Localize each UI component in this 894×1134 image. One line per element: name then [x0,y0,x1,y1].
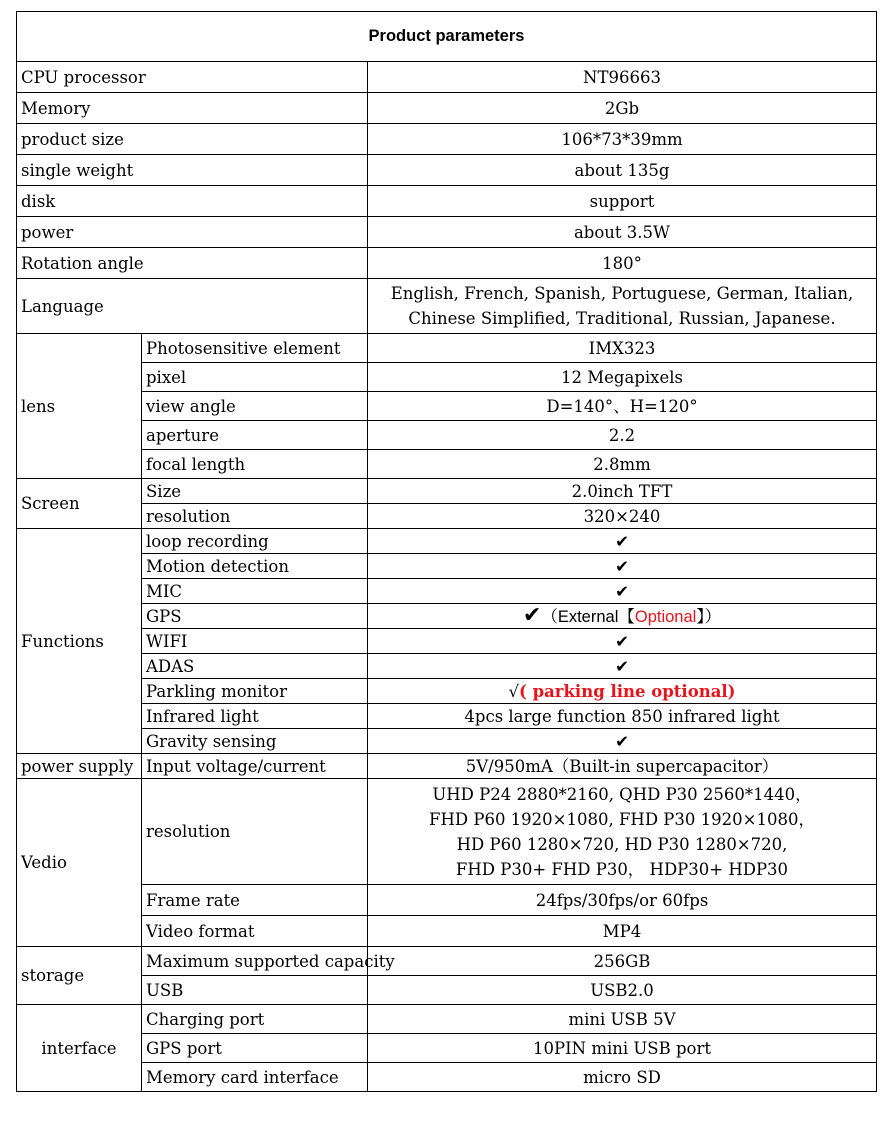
storage-label: storage [17,947,142,1005]
memory-label: Memory [17,93,368,124]
lens-item-value: 2.8mm [368,450,877,479]
lens-item-label: aperture [142,421,368,450]
lens-item-label: Photosensitive element [142,334,368,363]
function-mic-label: MIC [142,579,368,604]
lens-item-value: D=140°、H=120° [368,392,877,421]
power-value: about 3.5W [368,217,877,248]
screen-item-label: resolution [142,504,368,529]
power-label: power [17,217,368,248]
power-supply-sub: Input voltage/current [142,754,368,779]
memory-value: 2Gb [368,93,877,124]
storage-max-value: 256GB [368,947,877,976]
gps-note-close: 】） [696,607,722,626]
storage-max-label: Maximum supported capacity [142,947,368,976]
parking-note: ( parking line optional) [519,681,736,701]
resolution-line: FHD P30+ FHD P30， HDP30+ HDP30 [455,859,789,879]
power-supply-label: power supply [17,754,142,779]
screen-item-value: 2.0inch TFT [368,479,877,504]
video-resolution-label: resolution [142,779,368,885]
gps-note-open: （External【 [541,607,635,626]
storage-usb-value: USB2.0 [368,976,877,1005]
function-loop-label: loop recording [142,529,368,554]
video-format-label: Video format [142,916,368,947]
video-format-value: MP4 [368,916,877,947]
frame-rate-label: Frame rate [142,885,368,916]
check-icon: ✔ [368,729,877,754]
rotation-label: Rotation angle [17,248,368,279]
function-motion-label: Motion detection [142,554,368,579]
lens-item-value: 12 Megapixels [368,363,877,392]
functions-label: Functions [17,529,142,754]
disk-label: disk [17,186,368,217]
function-infrared-label: Infrared light [142,704,368,729]
interface-item-label: Charging port [142,1005,368,1034]
resolution-line: UHD P24 2880*2160, QHD P30 2560*1440， [432,784,812,804]
language-value: English, French, Spanish, Portuguese, German, Italian, Chinese Simplified, Traditional, Russian, Japanese. [368,279,877,334]
weight-value: about 135g [368,155,877,186]
spec-table [16,11,877,1092]
lens-label: lens [17,334,142,479]
check-icon: ✔ [368,629,877,654]
parking-mark: √ [508,681,520,701]
function-parking-label: Parkling monitor [142,679,368,704]
storage-usb-label: USB [142,976,368,1005]
screen-label: Screen [17,479,142,529]
check-icon: ✔ [368,554,877,579]
size-value: 106*73*39mm [368,124,877,155]
disk-value: support [368,186,877,217]
cpu-label: CPU processor [17,62,368,93]
function-adas-label: ADAS [142,654,368,679]
resolution-line: FHD P60 1920×1080, FHD P30 1920×1080， [429,809,815,829]
lens-item-label: focal length [142,450,368,479]
rotation-value: 180° [368,248,877,279]
video-label: Vedio [17,779,142,947]
size-label: product size [17,124,368,155]
lens-item-value: 2.2 [368,421,877,450]
video-resolution-value [368,779,877,885]
infrared-value: 4pcs large function 850 infrared light [368,704,877,729]
parking-value [368,679,877,704]
gps-value [368,604,877,629]
page-title: Product parameters [17,12,877,62]
lens-item-label: view angle [142,392,368,421]
interface-label: interface [17,1005,142,1092]
weight-label: single weight [17,155,368,186]
interface-item-value: 10PIN mini USB port [368,1034,877,1063]
interface-item-label: GPS port [142,1034,368,1063]
screen-item-value: 320×240 [368,504,877,529]
check-icon: ✔ [368,529,877,554]
check-icon: ✔ [368,654,877,679]
function-gps-label: GPS [142,604,368,629]
language-label: Language [17,279,368,334]
function-gravity-label: Gravity sensing [142,729,368,754]
gps-note-optional: Optional [634,607,697,626]
cpu-value: NT96663 [368,62,877,93]
interface-item-value: mini USB 5V [368,1005,877,1034]
power-supply-value: 5V/950mA（Built-in supercapacitor） [368,754,877,779]
interface-item-value: micro SD [368,1063,877,1092]
function-wifi-label: WIFI [142,629,368,654]
lens-item-label: pixel [142,363,368,392]
resolution-line: HD P60 1280×720, HD P30 1280×720, [456,834,788,854]
check-icon: ✔ [522,602,542,628]
frame-rate-value: 24fps/30fps/or 60fps [368,885,877,916]
check-icon: ✔ [368,579,877,604]
interface-item-label: Memory card interface [142,1063,368,1092]
screen-item-label: Size [142,479,368,504]
lens-item-value: IMX323 [368,334,877,363]
